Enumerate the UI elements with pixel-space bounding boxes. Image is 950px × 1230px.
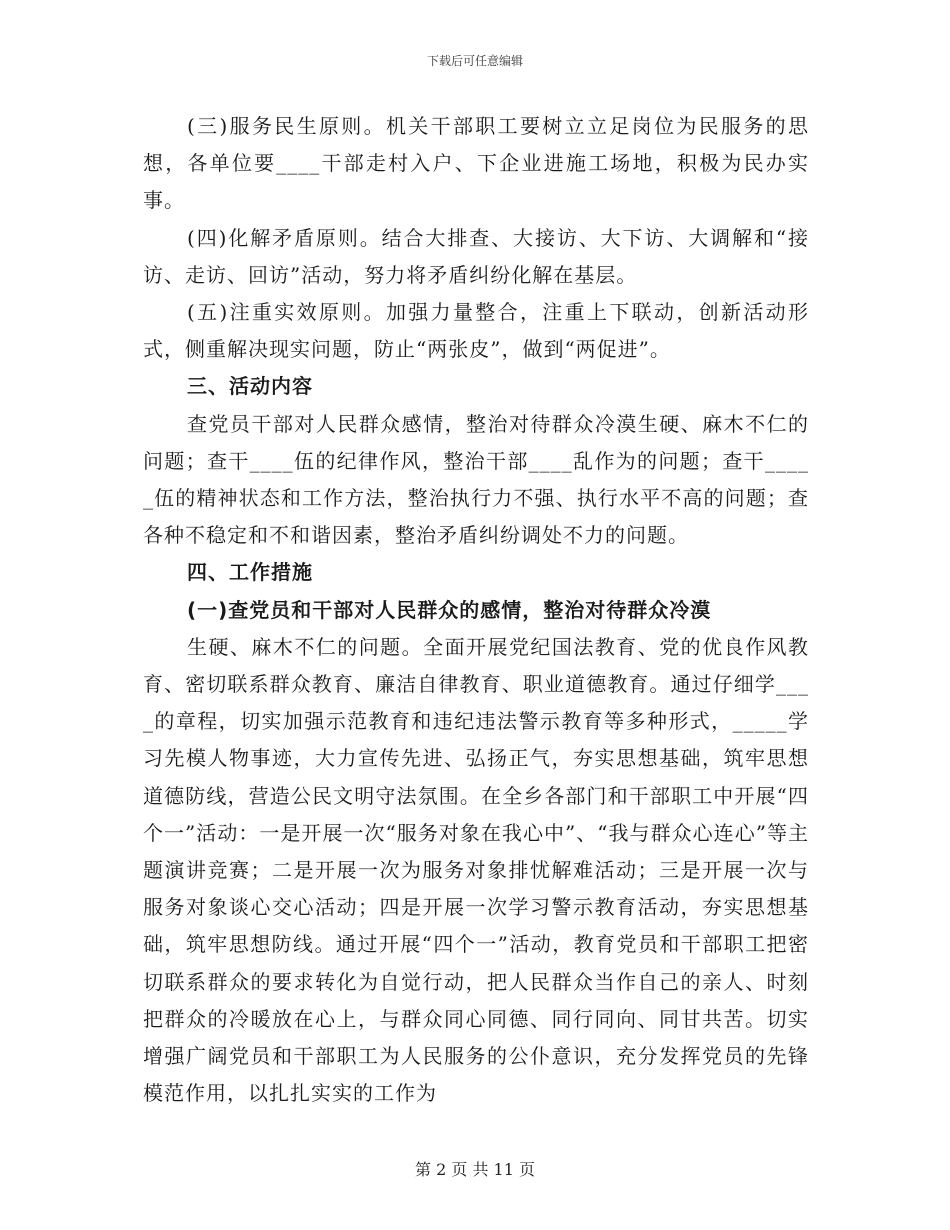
paragraph-measure-1: 生硬、麻木不仁的问题。全面开展党纪国法教育、党的优良作风教育、密切联系群众教育、廉洁自律教育、职业道德教育。通过仔细学____的章程，切实加强示范教育和违纪违法警示教育等多种形式，_____学习先模人物事迹，大力宣传先进、弘扬正气，夯实思想基础，筑牢思想道德防线，营造公民文明守法氛围。在全乡各部门和干部职工中开展“四个一”活动：一是开展一次“服务对象在我心中”、“我与群众心连心”等主题演讲竞赛；二是开展一次为服务对象排忧解难活动；三是开展一次与服务对象谈心交心活动；四是开展一次学习警示教育活动，夯实思想基础，筑牢思想防线。通过开展“四个一”活动，教育党员和干部职工把密切联系群众的要求转化为自觉行动，把人民群众当作自己的亲人、时刻把群众的冷暖放在心上，与群众同心同德、同行同向、同甘共苦。切实增强广阔党员和干部职工为人民服务的公仆意识，充分发挥党员的先锋模范作用，以扎扎实实的工作为 (143, 634, 809, 1106)
paragraph-activity-content: 查党员干部对人民群众感情，整治对待群众冷漠生硬、麻木不仁的问题；查干____伍的纪律作风，整治干部____乱作为的问题；查干_____伍的精神状态和工作方法，整治执行力不强、执行水平不高的问题；查各种不稳定和不和谐因素，整治矛盾纠纷调处不力的问题。 (143, 411, 809, 548)
section-heading-work-measures: 四、工作措施 (187, 560, 313, 585)
paragraph-principle-3: (三)服务民生原则。机关干部职工要树立立足岗位为民服务的思想，各单位要____干部走村入户、下企业进施工场地，积极为民办实事。 (143, 114, 809, 213)
header-note: 下载后可任意编辑 (426, 54, 523, 68)
section-heading-activity-content: 三、活动内容 (187, 374, 313, 399)
document-body (143, 108, 809, 1112)
subheading-measure-1: (一)查党员和干部对人民群众的感情，整治对待群众冷漠 (187, 597, 712, 622)
page-number: 第 2 页 共 11 页 (415, 1160, 535, 1179)
paragraph-principle-5: (五)注重实效原则。加强力量整合，注重上下联动，创新活动形式，侧重解决现实问题，防止“两张皮”，做到“两促进”。 (143, 300, 809, 362)
paragraph-principle-4: (四)化解矛盾原则。结合大排查、大接访、大下访、大调解和“接访、走访、回访”活动，努力将矛盾纠纷化解在基层。 (143, 225, 809, 287)
